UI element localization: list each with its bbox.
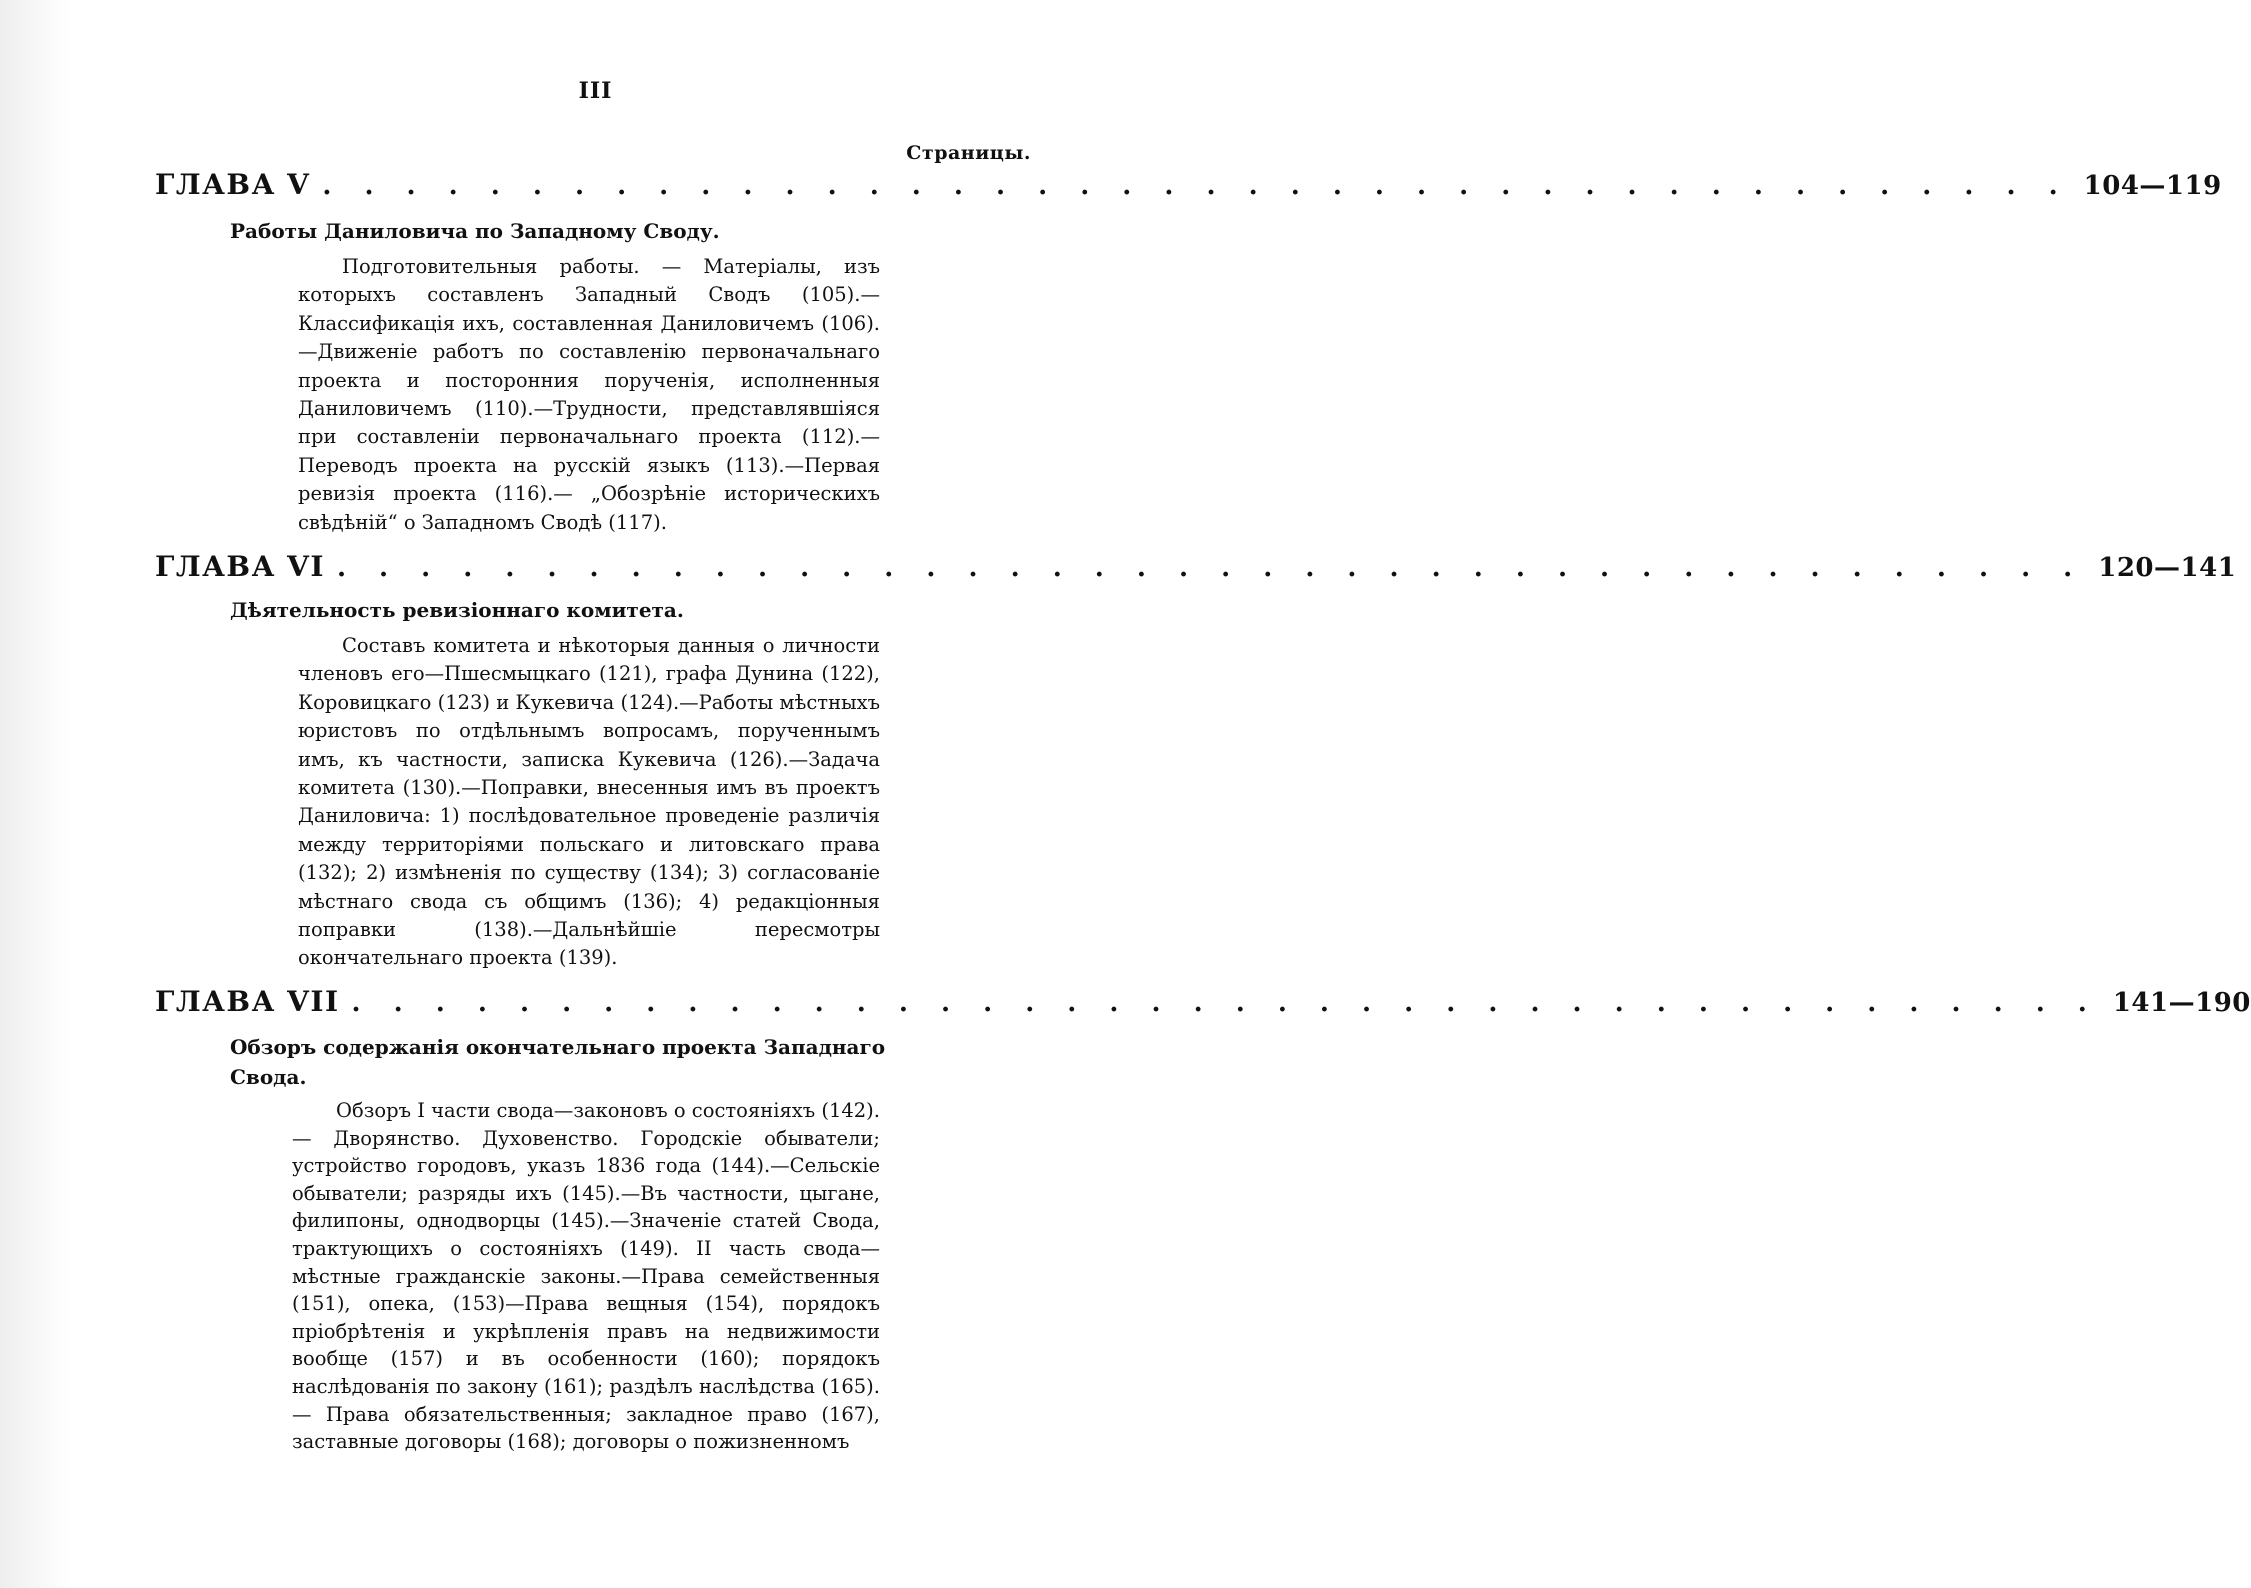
chapter-heading-line xyxy=(155,168,2222,201)
chapter-subtitle: Дѣятельность ревизіоннаго комитета. xyxy=(230,598,684,622)
chapter-subtitle: Обзоръ содержанія окончательнаго проекта Западнаго Свода. xyxy=(230,1035,886,1089)
chapter-subtitle: Работы Даниловича по Западному Своду. xyxy=(230,219,720,243)
page-number: III xyxy=(578,78,613,104)
dot-leader: . . . . . . . . . . . . . . . . . . . . . . . . . . . . . . . . . . . . . . . . . . xyxy=(351,988,2099,1018)
chapter-summary: Обзоръ I части свода—законовъ о состояніяхъ (142).— Дворянство. Духовенство. Городскіе обыватели; устройство городовъ, указъ 1836 года (144).—Сельскіе обыватели; разряды ихъ (145).—Въ частности, цыгане, филипоны, однодворцы (145).—Значеніе статей Свода, трактующихъ о состояніяхъ (149). II часть свода—мѣстные гражданскіе законы.—Права семейственныя (151), опека, (153)—Права вещныя (154), порядокъ пріобрѣтенія и укрѣпленія правъ на недвижимости вообще (157) и въ особенности (160); порядокъ наслѣдованія по закону (161); раздѣлъ наслѣдства (165).— Права обязательственныя; закладное право (167), заставные договоры (168); договоры о пожизненномъ xyxy=(292,1099,880,1454)
dot-leader: . . . . . . . . . . . . . . . . . . . . . . . . . . . . . . . . . . . . . . . . . . xyxy=(322,171,2070,201)
chapter-title: ГЛАВА VI xyxy=(155,550,325,583)
dot-leader: . . . . . . . . . . . . . . . . . . . . . . . . . . . . . . . . . . . . . . . . . . xyxy=(336,553,2085,583)
chapter-title: ГЛАВА VII xyxy=(155,985,340,1018)
chapter-heading-line xyxy=(155,985,2251,1018)
chapter-page-range: 141—190 xyxy=(2112,988,2251,1018)
scan-edge-shading xyxy=(0,0,70,1588)
chapter-page-range: 104—119 xyxy=(2083,171,2222,201)
chapter-summary: Составъ комитета и нѣкоторыя данныя о личности членовъ его—Пшесмыцкаго (121), графа Дунина (122), Коровицкаго (123) и Кукевича (124).—Работы мѣстныхъ юристовъ по отдѣльнымъ вопросамъ, порученнымъ имъ, къ частности, записка Кукевича (126).—Задача комитета (130).—Поправки, внесенныя имъ въ проектъ Даниловича: 1) послѣдовательное проведеніе различія между территоріями польскаго и литовскаго права (132); 2) измѣненія по существу (134); 3) согласованіе мѣстнаго свода съ общимъ (136); 4) редакціонныя поправки (138).—Дальнѣйшіе пересмотры окончательнаго проекта (139). xyxy=(298,634,880,970)
chapter-heading-line xyxy=(155,550,2237,583)
pages-column-header: Страницы. xyxy=(906,142,1031,164)
chapter-summary: Подготовительныя работы. — Матеріалы, изъ которыхъ составленъ Западный Сводъ (105).—Классификація ихъ, составленная Даниловичемъ (106).—Движеніе работъ по составленію первоначальнаго проекта и посторонния порученія, исполненныя Даниловичемъ (110).—Трудности, представлявшіяся при составленіи первоначальнаго проекта (112).—Переводъ проекта на русскій языкъ (113).—Первая ревизія проекта (116).— „Обозрѣніе историческихъ свѣдѣній“ о Западномъ Сводѣ (117). xyxy=(298,255,880,534)
chapter-title: ГЛАВА V xyxy=(155,168,311,201)
chapter-page-range: 120—141 xyxy=(2098,553,2237,583)
